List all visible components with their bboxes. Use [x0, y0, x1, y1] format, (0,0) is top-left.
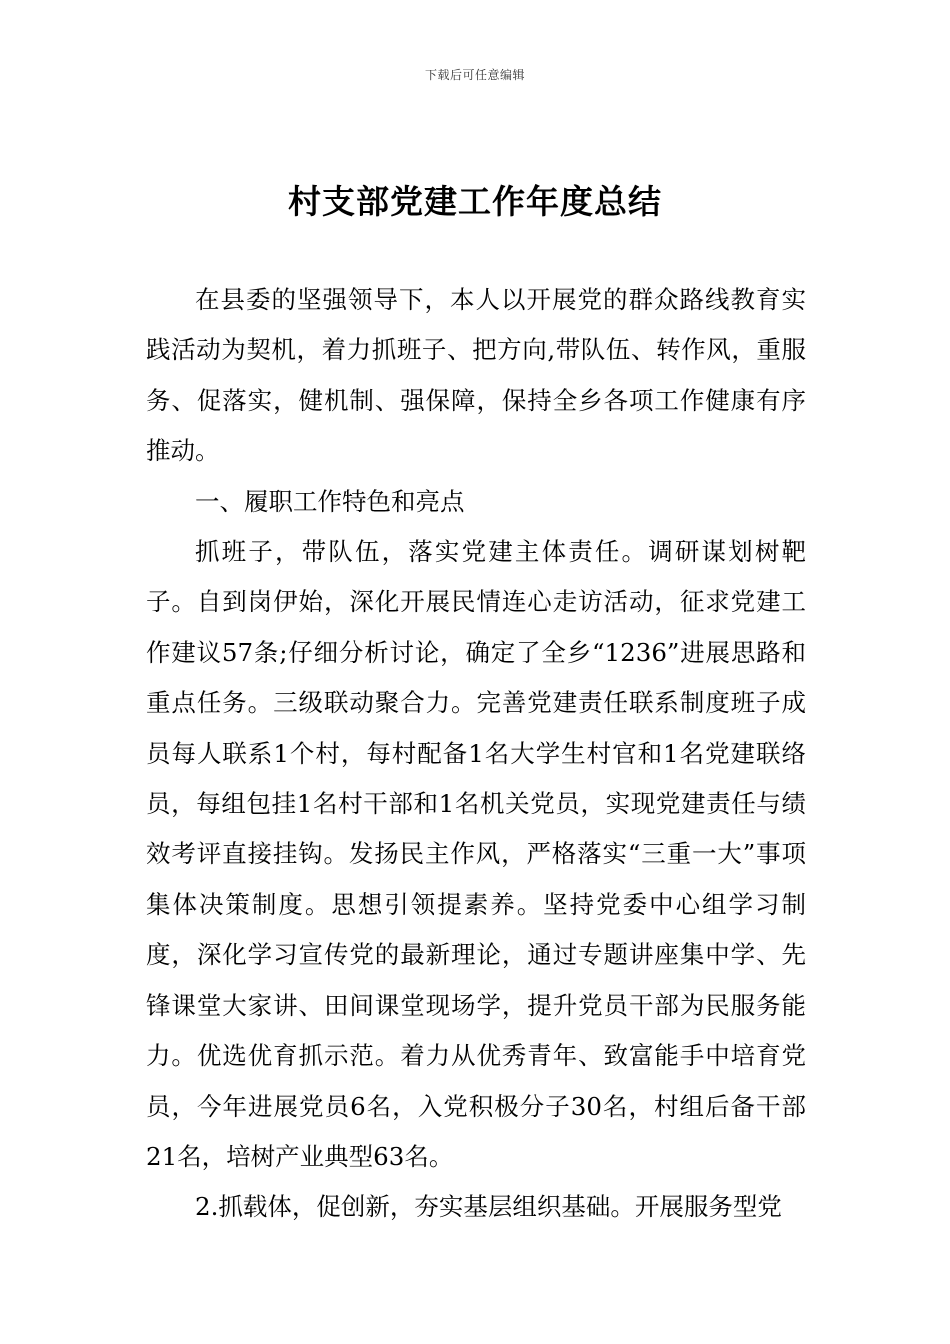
paragraph-section-2: 2.抓载体，促创新，夯实基层组织基础。开展服务型党	[195, 1192, 782, 1222]
section-heading: 一、履职工作特色和亮点	[195, 486, 465, 516]
page-header-note: 下载后可任意编辑	[424, 68, 525, 82]
document-body	[146, 275, 806, 1233]
paragraph-section-1: 抓班子，带队伍，落实党建主体责任。调研谋划树靶子。自到岗伊始，深化开展民情连心走访活动，征求党建工作建议57条;仔细分析讨论，确定了全乡“1236”进展思路和重点任务。三级联动聚合力。完善党建责任联系制度班子成员每人联系1个村，每村配备1名大学生村官和1名党建联络员，每组包挂1名村干部和1名机关党员，实现党建责任与绩效考评直接挂钩。发扬民主作风，严格落实“三重一大”事项集体决策制度。思想引领提素养。坚持党委中心组学习制度，深化学习宣传党的最新理论，通过专题讲座集中学、先锋课堂大家讲、田间课堂现场学，提升党员干部为民服务能力。优选优育抓示范。着力从优秀青年、致富能手中培育党员，今年进展党员6名，入党积极分子30名，村组后备干部21名，培树产业典型63名。	[146, 537, 806, 1171]
document-title: 村支部党建工作年度总结	[288, 182, 662, 221]
paragraph-intro: 在县委的坚强领导下，本人以开展党的群众路线教育实践活动为契机，着力抓班子、把方向,带队伍、转作风，重服务、促落实，健机制、强保障，保持全乡各项工作健康有序推动。	[146, 285, 806, 466]
